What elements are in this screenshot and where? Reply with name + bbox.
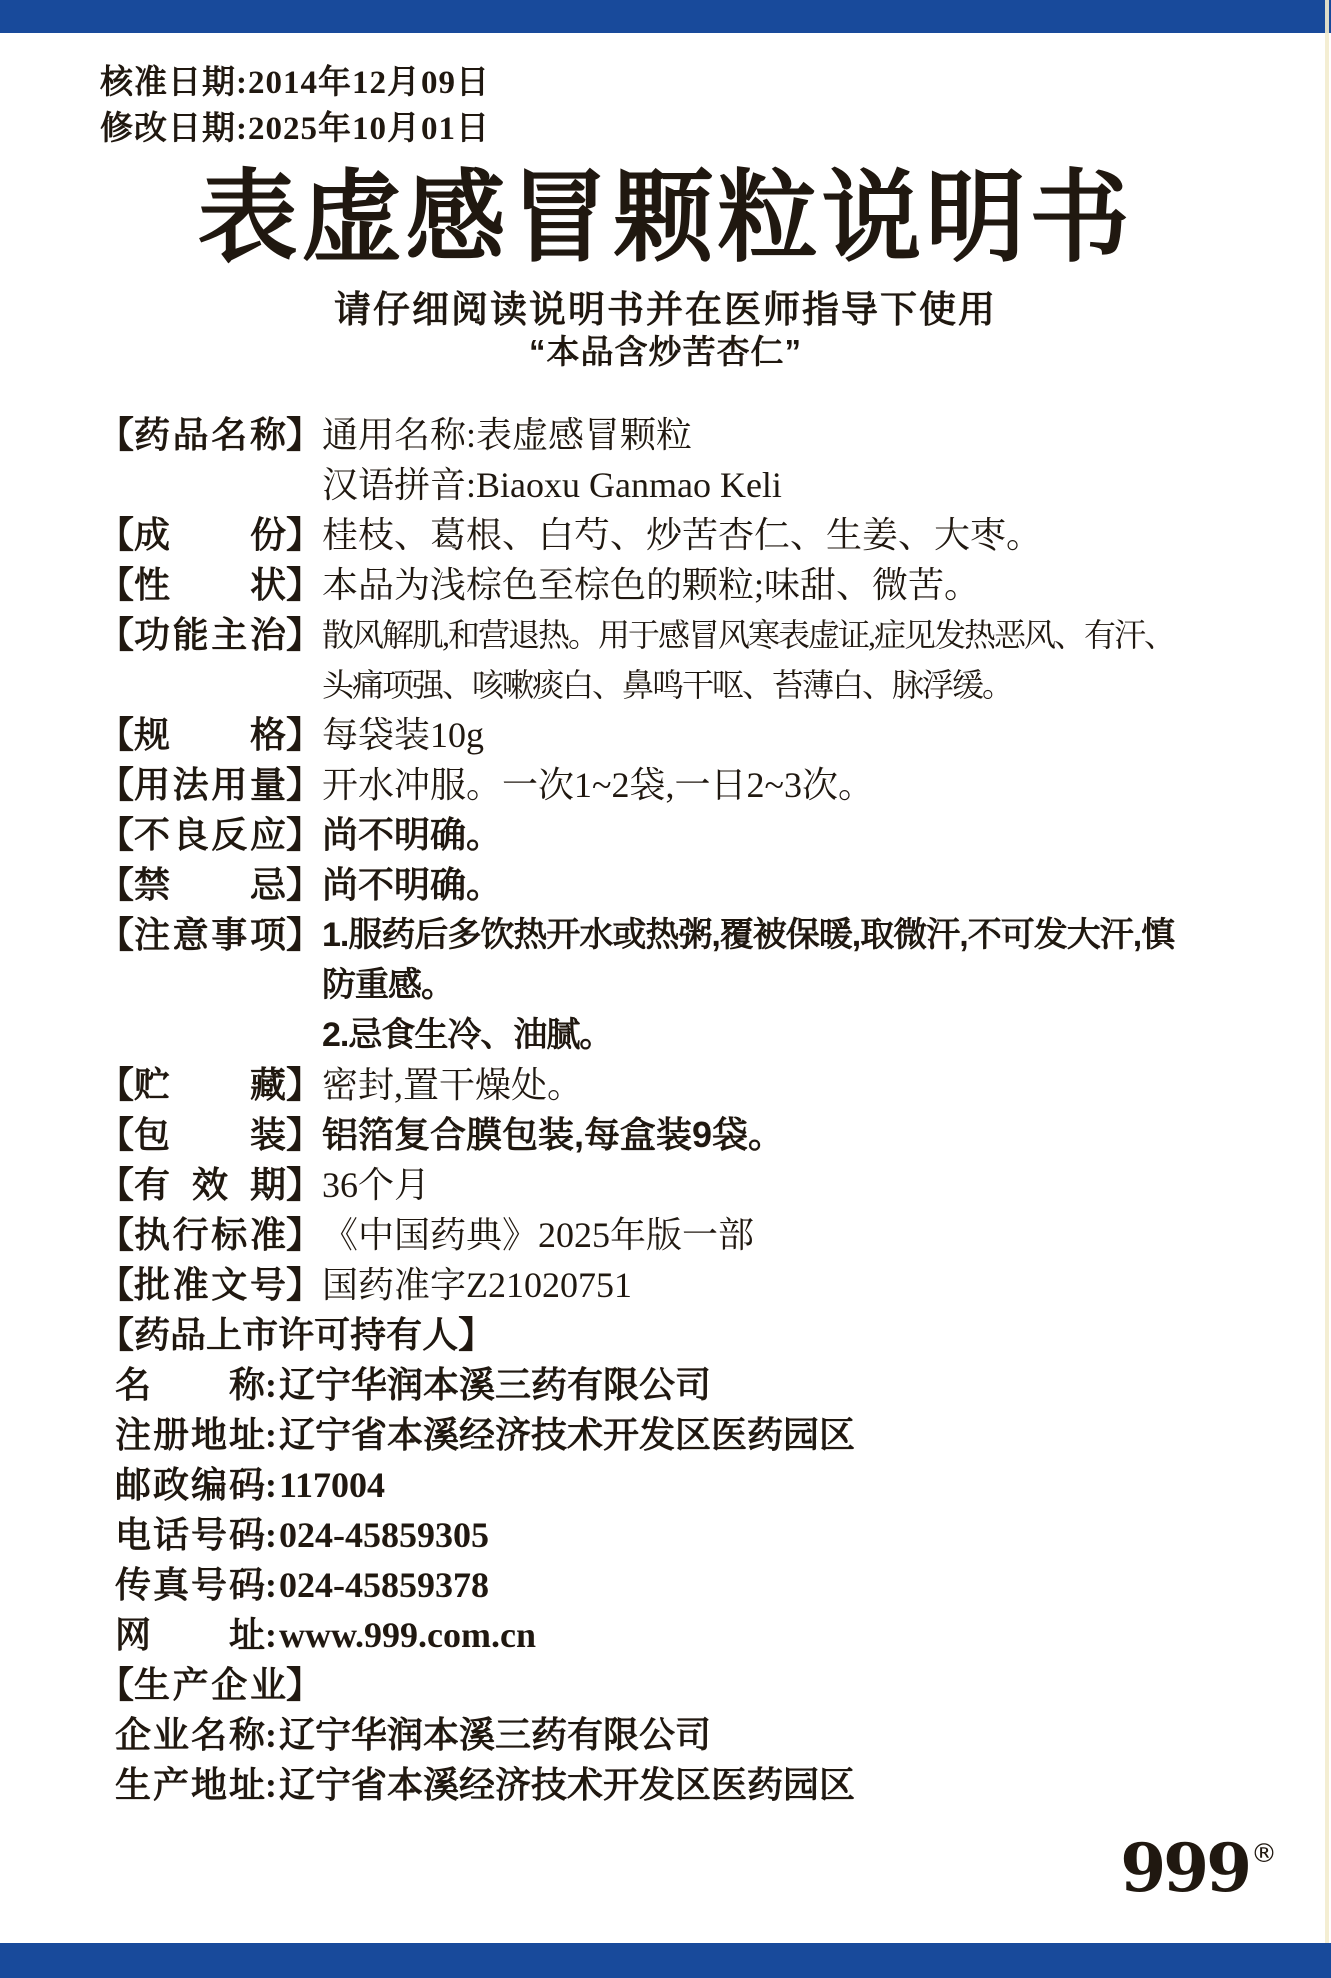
standard-line: 《中国药典》2025年版一部 xyxy=(322,1215,755,1255)
left-bracket: 【 xyxy=(98,615,135,655)
colon: : xyxy=(265,1365,277,1405)
registered-trademark-icon: ® xyxy=(1251,1839,1277,1869)
label-text: 生 产 企 业 xyxy=(134,1665,286,1705)
ingredient-warning: “本品含炒苦杏仁” xyxy=(529,333,802,370)
manufacturer-row-name xyxy=(115,1710,1287,1760)
label-text: 禁 忌 xyxy=(134,864,286,905)
right-bracket: 】 xyxy=(285,864,322,905)
shelf-life-line: 36个月 xyxy=(322,1165,431,1205)
section-row-license-holder xyxy=(98,1310,1287,1360)
colon: : xyxy=(265,1565,277,1605)
colon: : xyxy=(265,1765,277,1805)
revision-date: 修改日期:2025年10月01日 xyxy=(100,111,490,147)
bottom-blue-bar xyxy=(0,1943,1331,1978)
section-row-contraindications xyxy=(98,860,1287,910)
section-row-shelf-life xyxy=(98,1160,1287,1210)
precautions-line-2: 防重感。 xyxy=(322,966,454,1004)
section-content xyxy=(322,810,1287,860)
right-bracket: 】 xyxy=(285,1215,322,1255)
section-label xyxy=(98,710,322,760)
section-row-adverse-reactions xyxy=(98,810,1287,860)
left-bracket: 【 xyxy=(98,715,135,755)
left-bracket: 【 xyxy=(98,1165,135,1205)
left-bracket: 【 xyxy=(98,914,135,955)
left-bracket: 【 xyxy=(98,1315,135,1355)
section-row-description xyxy=(98,560,1287,610)
left-bracket: 【 xyxy=(98,814,135,855)
holder-postal-value: 117004 xyxy=(279,1465,386,1505)
label-text: 包 装 xyxy=(134,1114,286,1155)
label-text: 批 准 文 号 xyxy=(134,1265,286,1305)
label-text: 规 格 xyxy=(134,715,286,755)
field-label: 注 册 地 址 xyxy=(115,1415,265,1455)
right-bracket: 】 xyxy=(285,914,322,955)
colon: : xyxy=(265,1515,277,1555)
brand-logo-999 xyxy=(1120,1829,1277,1907)
holder-row-registered-address xyxy=(115,1410,1287,1460)
manufacturer-name-value: 辽宁华润本溪三药有限公司 xyxy=(279,1715,712,1755)
section-content xyxy=(322,1160,1287,1210)
sections-block xyxy=(98,410,1287,1810)
label-text: 注 意 事 项 xyxy=(134,914,286,955)
section-row-storage xyxy=(98,1060,1287,1110)
generic-name-line: 通用名称:表虚感冒颗粒 xyxy=(322,415,693,455)
approval-date: 核准日期:2014年12月09日 xyxy=(100,65,490,101)
contraindications-line: 尚不明确。 xyxy=(322,864,503,905)
right-bracket: 】 xyxy=(285,1265,322,1305)
holder-fax-value: 024-45859378 xyxy=(279,1565,489,1605)
left-bracket: 【 xyxy=(98,1114,135,1155)
section-content xyxy=(322,760,1287,810)
section-content xyxy=(322,1060,1287,1110)
adverse-reactions-line: 尚不明确。 xyxy=(322,814,503,855)
ingredients-line: 桂枝、葛根、白芍、炒苦杏仁、生姜、大枣。 xyxy=(322,515,1043,555)
label-text: 执 行 标 准 xyxy=(134,1215,286,1255)
date-block xyxy=(100,60,1331,152)
section-content xyxy=(322,410,1287,510)
field-label: 网 址 xyxy=(115,1615,265,1655)
holder-phone-value: 024-45859305 xyxy=(279,1515,489,1555)
left-bracket: 【 xyxy=(98,864,135,905)
holder-row-website xyxy=(115,1610,1287,1660)
field-label: 电 话 号 码 xyxy=(115,1515,265,1555)
right-bracket: 】 xyxy=(285,565,322,605)
colon: : xyxy=(265,1715,277,1755)
holder-name-value: 辽宁华润本溪三药有限公司 xyxy=(279,1365,712,1405)
packaging-line: 铝箔复合膜包装,每盒装9袋。 xyxy=(322,1114,785,1155)
section-row-precautions xyxy=(98,910,1287,1060)
pinyin-name-line: 汉语拼音:Biaoxu Ganmao Keli xyxy=(322,465,782,505)
left-bracket: 【 xyxy=(98,415,135,455)
functions-line-2: 头痛项强、咳嗽痰白、鼻鸣干呕、苔薄白、脉浮缓。 xyxy=(322,667,1013,703)
field-label: 生 产 地 址 xyxy=(115,1765,265,1805)
section-label xyxy=(98,860,322,910)
strength-line: 每袋装10g xyxy=(322,715,485,755)
right-bracket: 】 xyxy=(285,1665,322,1705)
label-text: 性 状 xyxy=(134,565,286,605)
section-content xyxy=(322,860,1287,910)
right-bracket: 】 xyxy=(285,715,322,755)
section-row-standard xyxy=(98,1210,1287,1260)
right-bracket: 】 xyxy=(285,814,322,855)
top-blue-bar xyxy=(0,0,1331,33)
holder-row-fax xyxy=(115,1560,1287,1610)
section-label xyxy=(98,1310,494,1360)
right-bracket: 】 xyxy=(285,1114,322,1155)
description-line: 本品为浅棕色至棕色的颗粒;味甜、微苦。 xyxy=(322,565,981,605)
section-content xyxy=(322,510,1287,560)
section-label xyxy=(98,1660,322,1710)
left-bracket: 【 xyxy=(98,765,135,805)
section-label xyxy=(98,910,322,960)
label-text: 成 份 xyxy=(134,515,286,555)
approval-number-line: 国药准字Z21020751 xyxy=(322,1265,632,1305)
left-bracket: 【 xyxy=(98,1265,135,1305)
section-row-dosage xyxy=(98,760,1287,810)
section-label xyxy=(98,810,322,860)
colon: : xyxy=(265,1415,277,1455)
right-bracket: 】 xyxy=(458,1315,495,1355)
section-label xyxy=(98,1210,322,1260)
section-content xyxy=(322,610,1287,710)
holder-address-value: 辽宁省本溪经济技术开发区医药园区 xyxy=(279,1415,856,1455)
left-bracket: 【 xyxy=(98,515,135,555)
right-bracket: 】 xyxy=(285,515,322,555)
label-text: 用 法 用 量 xyxy=(134,765,286,805)
section-row-functions xyxy=(98,610,1287,710)
scan-edge-line xyxy=(1325,0,1329,1978)
left-bracket: 【 xyxy=(98,1665,135,1705)
label-text: 不 良 反 应 xyxy=(134,814,286,855)
section-row-manufacturer xyxy=(98,1660,1287,1710)
section-content xyxy=(322,1260,1287,1310)
section-content xyxy=(322,1210,1287,1260)
section-row-packaging xyxy=(98,1110,1287,1160)
label-text: 药 品 上 市 许 可 持 有 人 xyxy=(134,1315,459,1355)
label-text: 有 效 期 xyxy=(134,1165,286,1205)
field-label: 邮 政 编 码 xyxy=(115,1465,265,1505)
section-row-strength xyxy=(98,710,1287,760)
section-label xyxy=(98,510,322,560)
section-label xyxy=(98,1160,322,1210)
section-label xyxy=(98,560,322,610)
holder-website-value: www.999.com.cn xyxy=(279,1615,536,1655)
right-bracket: 】 xyxy=(285,415,322,455)
label-text: 贮 藏 xyxy=(134,1065,286,1105)
leaflet-subtitle: 请仔细阅读说明书并在医师指导下使用 xyxy=(334,289,997,330)
right-bracket: 】 xyxy=(285,1065,322,1105)
manufacturer-row-address xyxy=(115,1760,1287,1810)
section-label xyxy=(98,760,322,810)
manufacturer-address-value: 辽宁省本溪经济技术开发区医药园区 xyxy=(279,1765,856,1805)
holder-row-phone xyxy=(115,1510,1287,1560)
section-content xyxy=(322,1110,1287,1160)
right-bracket: 】 xyxy=(285,765,322,805)
field-label: 名 称 xyxy=(115,1365,265,1405)
section-label xyxy=(98,1060,322,1110)
field-label: 企 业 名 称 xyxy=(115,1715,265,1755)
right-bracket: 】 xyxy=(285,615,322,655)
precautions-line-1: 1.服药后多饮热开水或热粥,覆被保暖,取微汗,不可发大汗,慎 xyxy=(322,916,1175,954)
precautions-line-3: 2.忌食生冷、油腻。 xyxy=(322,1016,613,1054)
right-bracket: 】 xyxy=(285,1165,322,1205)
brand-number: 999 xyxy=(1120,1829,1249,1907)
functions-line-1: 散风解肌,和营退热。用于感冒风寒表虚证,症见发热恶风、有汗、 xyxy=(322,617,1175,653)
section-content xyxy=(322,560,1287,610)
section-label xyxy=(98,1260,322,1310)
section-content xyxy=(322,910,1287,1060)
section-row-drug-name xyxy=(98,410,1287,510)
holder-row-postal-code xyxy=(115,1460,1287,1510)
section-row-ingredients xyxy=(98,510,1287,560)
holder-row-name xyxy=(115,1360,1287,1410)
colon: : xyxy=(265,1615,277,1655)
section-label xyxy=(98,410,322,460)
section-label xyxy=(98,610,322,660)
field-label: 传 真 号 码 xyxy=(115,1565,265,1605)
storage-line: 密封,置干燥处。 xyxy=(322,1065,584,1105)
section-row-approval-number xyxy=(98,1260,1287,1310)
left-bracket: 【 xyxy=(98,1215,135,1255)
label-text: 药 品 名 称 xyxy=(134,415,286,455)
left-bracket: 【 xyxy=(98,565,135,605)
left-bracket: 【 xyxy=(98,1065,135,1105)
dosage-line: 开水冲服。一次1~2袋,一日2~3次。 xyxy=(322,765,874,805)
section-label xyxy=(98,1110,322,1160)
label-text: 功 能 主 治 xyxy=(134,615,286,655)
section-content xyxy=(322,710,1287,760)
leaflet-title: 表虚感冒颗粒说明书 xyxy=(197,163,1134,274)
colon: : xyxy=(265,1465,277,1505)
